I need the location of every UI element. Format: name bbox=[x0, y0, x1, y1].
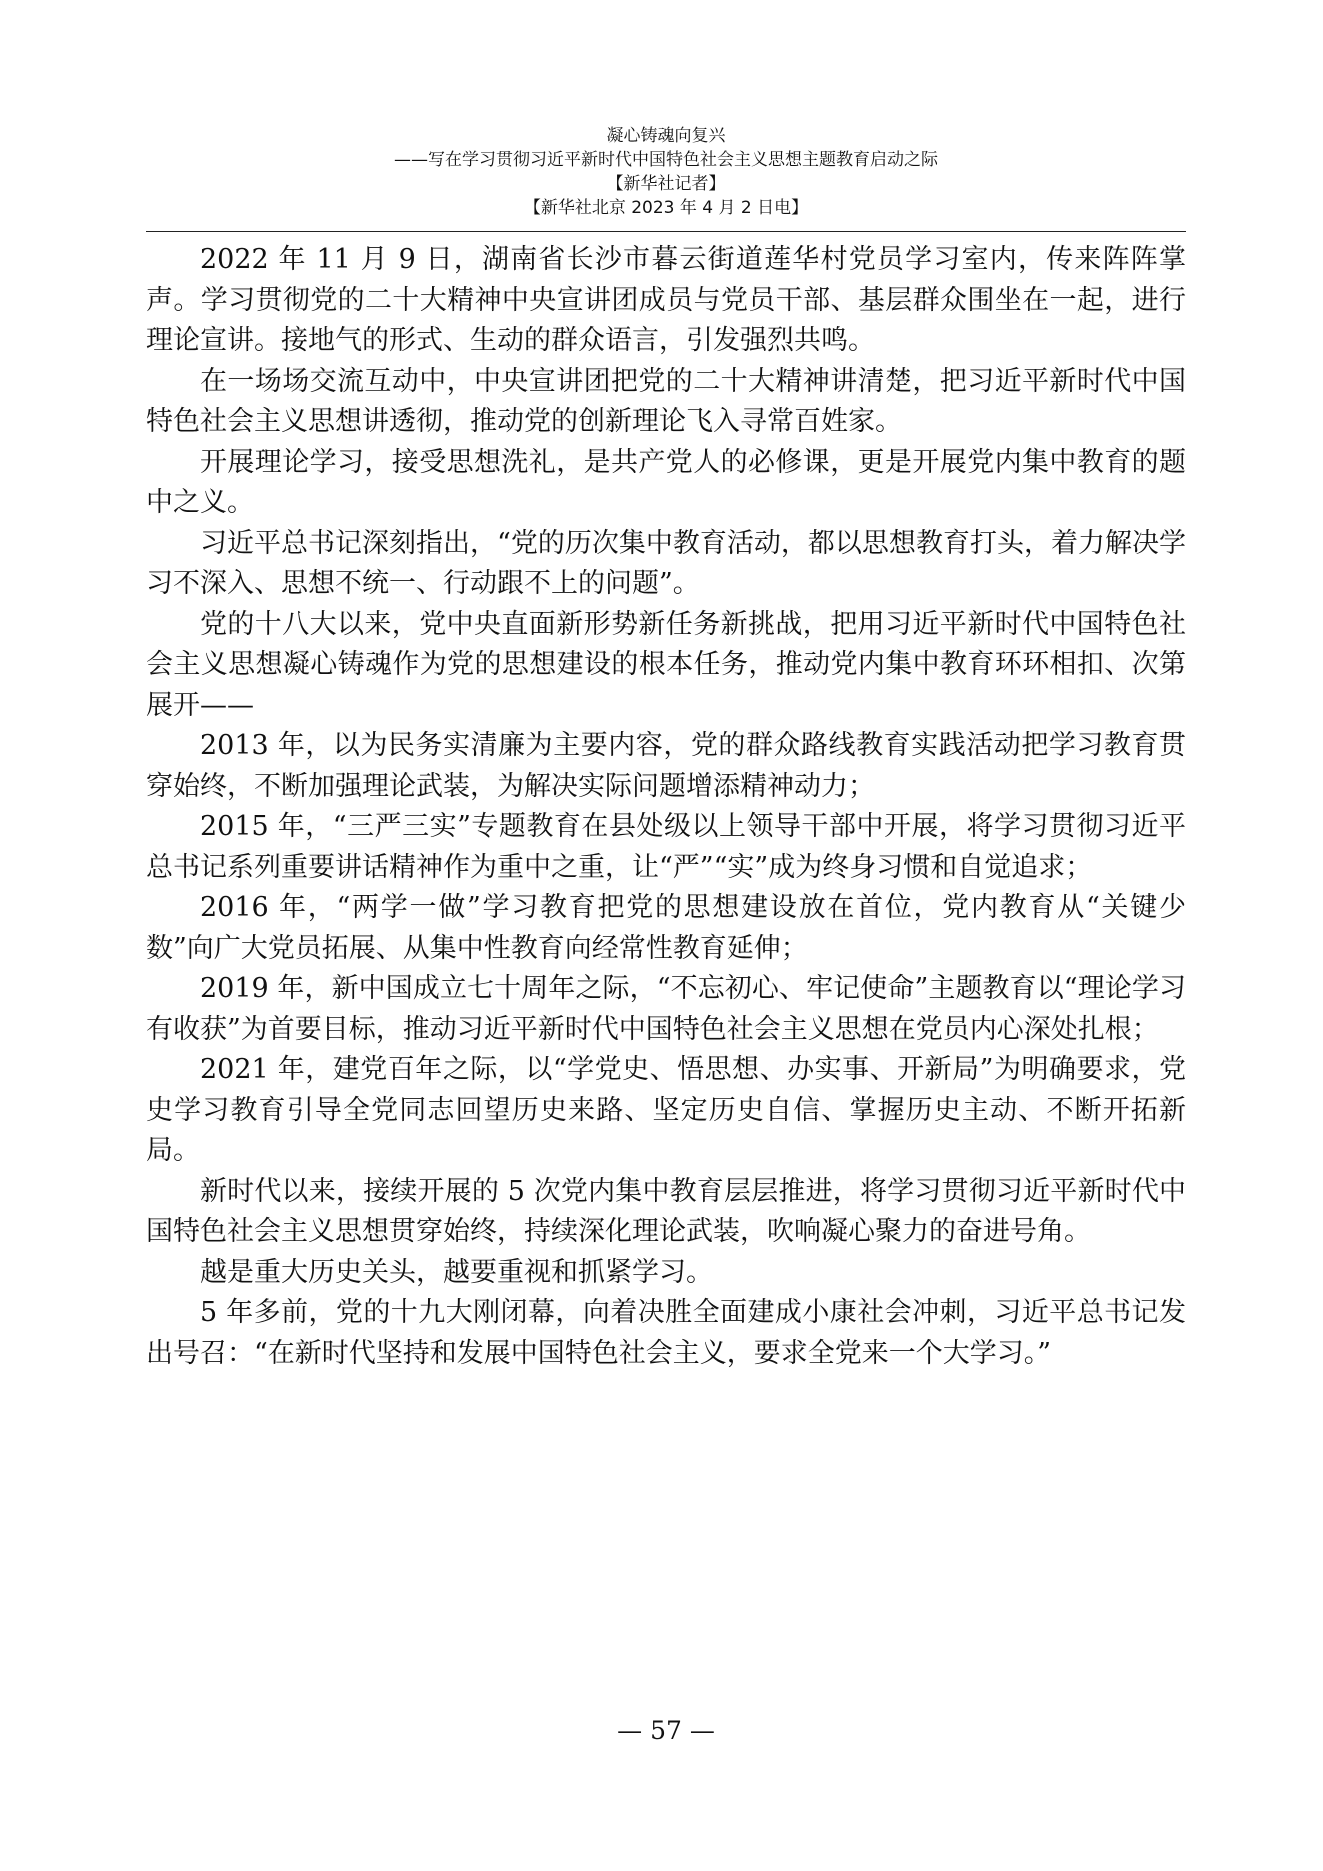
page-header bbox=[146, 124, 1186, 220]
page-number: — 57 — bbox=[617, 1716, 715, 1745]
paragraph: 习近平总书记深刻指出，“党的历次集中教育活动，都以思想教育打头，着力解决学习不深入、思想不统一、行动跟不上的问题”。 bbox=[146, 527, 1186, 599]
article-author: 【新华社记者】 bbox=[606, 174, 726, 194]
paragraph: 5 年多前，党的十九大刚闭幕，向着决胜全面建成小康社会冲刺，习近平总书记发出号召：“在新时代坚持和发展中国特色社会主义，要求全党来一个大学习。” bbox=[146, 1297, 1186, 1369]
paragraph: 越是重大历史关头，越要重视和抓紧学习。 bbox=[200, 1256, 713, 1288]
paragraph: 2022 年 11 月 9 日，湖南省长沙市暮云街道莲华村党员学习室内，传来阵阵掌声。学习贯彻党的二十大精神中央宣讲团成员与党员干部、基层群众围坐在一起，进行理论宣讲。接地气的形式、生动的群众语言，引发强烈共鸣。 bbox=[146, 244, 1186, 356]
paragraph: 2013 年，以为民务实清廉为主要内容，党的群众路线教育实践活动把学习教育贯穿始终，不断加强理论武装，为解决实际问题增添精神动力； bbox=[146, 730, 1186, 802]
paragraph: 2015 年，“三严三实”专题教育在县处级以上领导干部中开展，将学习贯彻习近平总书记系列重要讲话精神作为重中之重，让“严”“实”成为终身习惯和自觉追求； bbox=[146, 811, 1186, 883]
article-subtitle: ——写在学习贯彻习近平新时代中国特色社会主义思想主题教育启动之际 bbox=[394, 150, 938, 170]
paragraph: 党的十八大以来，党中央直面新形势新任务新挑战，把用习近平新时代中国特色社会主义思想凝心铸魂作为党的思想建设的根本任务，推动党内集中教育环环相扣、次第展开—— bbox=[146, 608, 1186, 721]
paragraph: 2016 年，“两学一做”学习教育把党的思想建设放在首位，党内教育从“关键少数”向广大党员拓展、从集中性教育向经常性教育延伸； bbox=[146, 892, 1186, 964]
paragraph: 2019 年，新中国成立七十周年之际，“不忘初心、牢记使命”主题教育以“理论学习有收获”为首要目标，推动习近平新时代中国特色社会主义思想在党员内心深处扎根； bbox=[146, 973, 1186, 1045]
paragraph: 开展理论学习，接受思想洗礼，是共产党人的必修课，更是开展党内集中教育的题中之义。 bbox=[146, 446, 1186, 518]
article-body bbox=[146, 240, 1186, 1374]
header-divider bbox=[146, 231, 1186, 232]
article-title: 凝心铸魂向复兴 bbox=[606, 126, 726, 146]
paragraph: 2021 年，建党百年之际，以“学党史、悟思想、办实事、开新局”为明确要求，党史学习教育引导全党同志回望历史来路、坚定历史自信、掌握历史主动、不断开拓新局。 bbox=[146, 1054, 1186, 1166]
article-dateline: 【新华社北京 2023 年 4 月 2 日电】 bbox=[523, 198, 809, 218]
paragraph: 新时代以来，接续开展的 5 次党内集中教育层层推进，将学习贯彻习近平新时代中国特色社会主义思想贯穿始终，持续深化理论武装，吹响凝心聚力的奋进号角。 bbox=[146, 1175, 1186, 1247]
paragraph: 在一场场交流互动中，中央宣讲团把党的二十大精神讲清楚，把习近平新时代中国特色社会主义思想讲透彻，推动党的创新理论飞入寻常百姓家。 bbox=[146, 365, 1186, 437]
